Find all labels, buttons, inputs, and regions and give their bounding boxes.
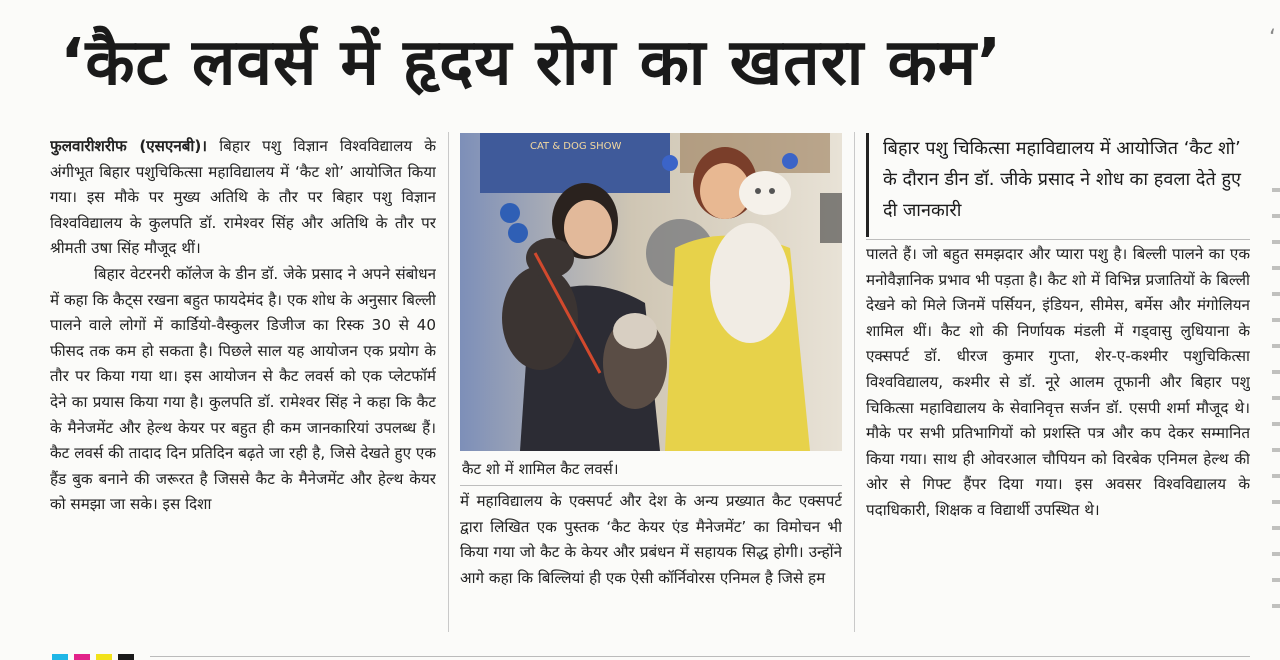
adjacent-column-edge xyxy=(1272,170,1280,610)
news-photo xyxy=(460,133,842,451)
middle-column xyxy=(460,489,842,634)
print-swatches xyxy=(52,654,134,660)
paragraph-1-text: बिहार पशु विज्ञान विश्वविद्यालय के अंगीभूत बिहार पशुचिकित्सा महाविद्यालय में ‘कैट शो’ आयोजित किया गया। इस मौके पर मुख्य अतिथि के तौर पर बिहार पशु विज्ञान विश्वविद्यालय के कुलपति डॉ. रामेश्वर सिंह और अतिथि के तौर पर श्रीमती उषा सिंह मौजूद थीं। xyxy=(50,137,436,258)
dateline: फुलवारीशरीफ (एसएनबी)। xyxy=(50,137,208,155)
adjacent-headline-edge: ‘ xyxy=(1269,26,1276,51)
photo-caption: कैट शो में शामिल कैट लवर्स। xyxy=(462,460,619,478)
swatch-cyan xyxy=(52,654,68,660)
right-column-text: पालते हैं। जो बहुत समझदार और प्यारा पशु है। बिल्ली पालने का एक मनोवैज्ञानिक प्रभाव भी पड़ता है। कैट शो में विभिन्न प्रजातियों के बिल्ली देखने को मिले जिनमें पर्सियन, इंडियन, सीमेस, बर्मेस और मंगोलियन शामिल थीं। कैट शो की निर्णायक मंडली में गड्वासु लुधियाना के एक्सपर्ट डॉ. धीरज कुमार गुप्ता, शेर-ए-कश्मीर पशुचिकित्सा विश्वविद्यालय, कश्मीर से डॉ. नूरे आलम तूफानी और बिहार पशु चिकित्सा महाविद्यालय के सेवानिवृत्त सर्जन डॉ. एसपी शर्मा मौजूद थे। मौके पर सभी प्रतिभागियों को प्रशस्ति पत्र और कप देकर सम्मानित किया गया। साथ ही ओवरआल चौपियन को विरबेक एनिमल हेल्थ की ओर से गिफ्ट हैंपर दिया गया। इस अवसर विश्वविद्यालय के पदाधिकारी, शिक्षक व विद्यार्थी उपस्थित थे। xyxy=(866,245,1250,519)
cat-dark xyxy=(502,266,578,370)
swatch-black xyxy=(118,654,134,660)
paragraph-1 xyxy=(50,134,436,262)
column-divider xyxy=(854,132,855,632)
highlight-box: बिहार पशु चिकित्सा महाविद्यालय में आयोजित ‘कैट शो’ के दौरान डीन डॉ. जीके प्रसाद ने शोध का हवला देते हुए दी जानकारी xyxy=(866,133,1256,237)
column-divider xyxy=(448,132,449,632)
banner-text: CAT & DOG SHOW xyxy=(530,141,622,152)
swatch-magenta xyxy=(74,654,90,660)
balloon-icon xyxy=(662,155,678,171)
right-column xyxy=(866,242,1250,642)
paragraph-2: बिहार वेटरनरी कॉलेज के डीन डॉ. जेके प्रसाद ने अपने संबोधन में कहा कि कैट्स रखना बहुत फायदेमंद है। एक शोध के अनुसार बिल्ली पालने वाले लोगों में कार्डियो-वैस्कुलर डिजीज का रिस्क 30 से 40 फीसद तक कम हो सकता है। पिछले साल यह आयोजन एक प्रयोग के तौर पर किया गया था। इस आयोजन से कैट लवर्स को एक प्लेटफॉर्म देने का प्रयास किया गया है। कुलपति डॉ. रामेश्वर सिंह ने कहा कि कैट के मैनेजमेंट और हेल्थ केयर पर बहुत ही कम जानकारियां उपलब्ध हैं। कैट लवर्स की तादाद दिन प्रतिदिन बढ़ते जा रही है, जिसे देखते हुए एक हैंड बुक बनाने की जरूरत है जिससे कैट के मैनेजमेंट और हेल्थ केयर को समझा जा सके। इस दिशा xyxy=(50,264,436,514)
middle-column-text: में महाविद्यालय के एक्सपर्ट और देश के अन्य प्रख्यात कैट एक्सपर्ट द्वारा लिखित एक पुस्तक ‘कैट केयर एंड मैनेजमेंट’ का विमोचन भी किया गया जो कैट के केयर और प्रबंधन में सहायक सिद्ध होगी। उन्होंने आगे कहा कि बिल्लियां ही एक ऐसी कॉर्निवोरस एनिमल है जिसे हम xyxy=(460,492,842,587)
bottom-rule xyxy=(150,656,1250,657)
cat-white xyxy=(710,223,790,343)
caption-divider xyxy=(460,485,842,486)
person-face xyxy=(564,200,612,256)
photo-illustration xyxy=(460,133,842,451)
swatch-yellow xyxy=(96,654,112,660)
balloon-icon xyxy=(508,223,528,243)
highlight-divider xyxy=(866,239,1250,240)
balloon-icon xyxy=(500,203,520,223)
headline: ‘कैट लवर्स में हृदय रोग का खतरा कम’ xyxy=(60,26,1003,100)
left-column xyxy=(50,134,436,634)
balloon-icon xyxy=(782,153,798,169)
